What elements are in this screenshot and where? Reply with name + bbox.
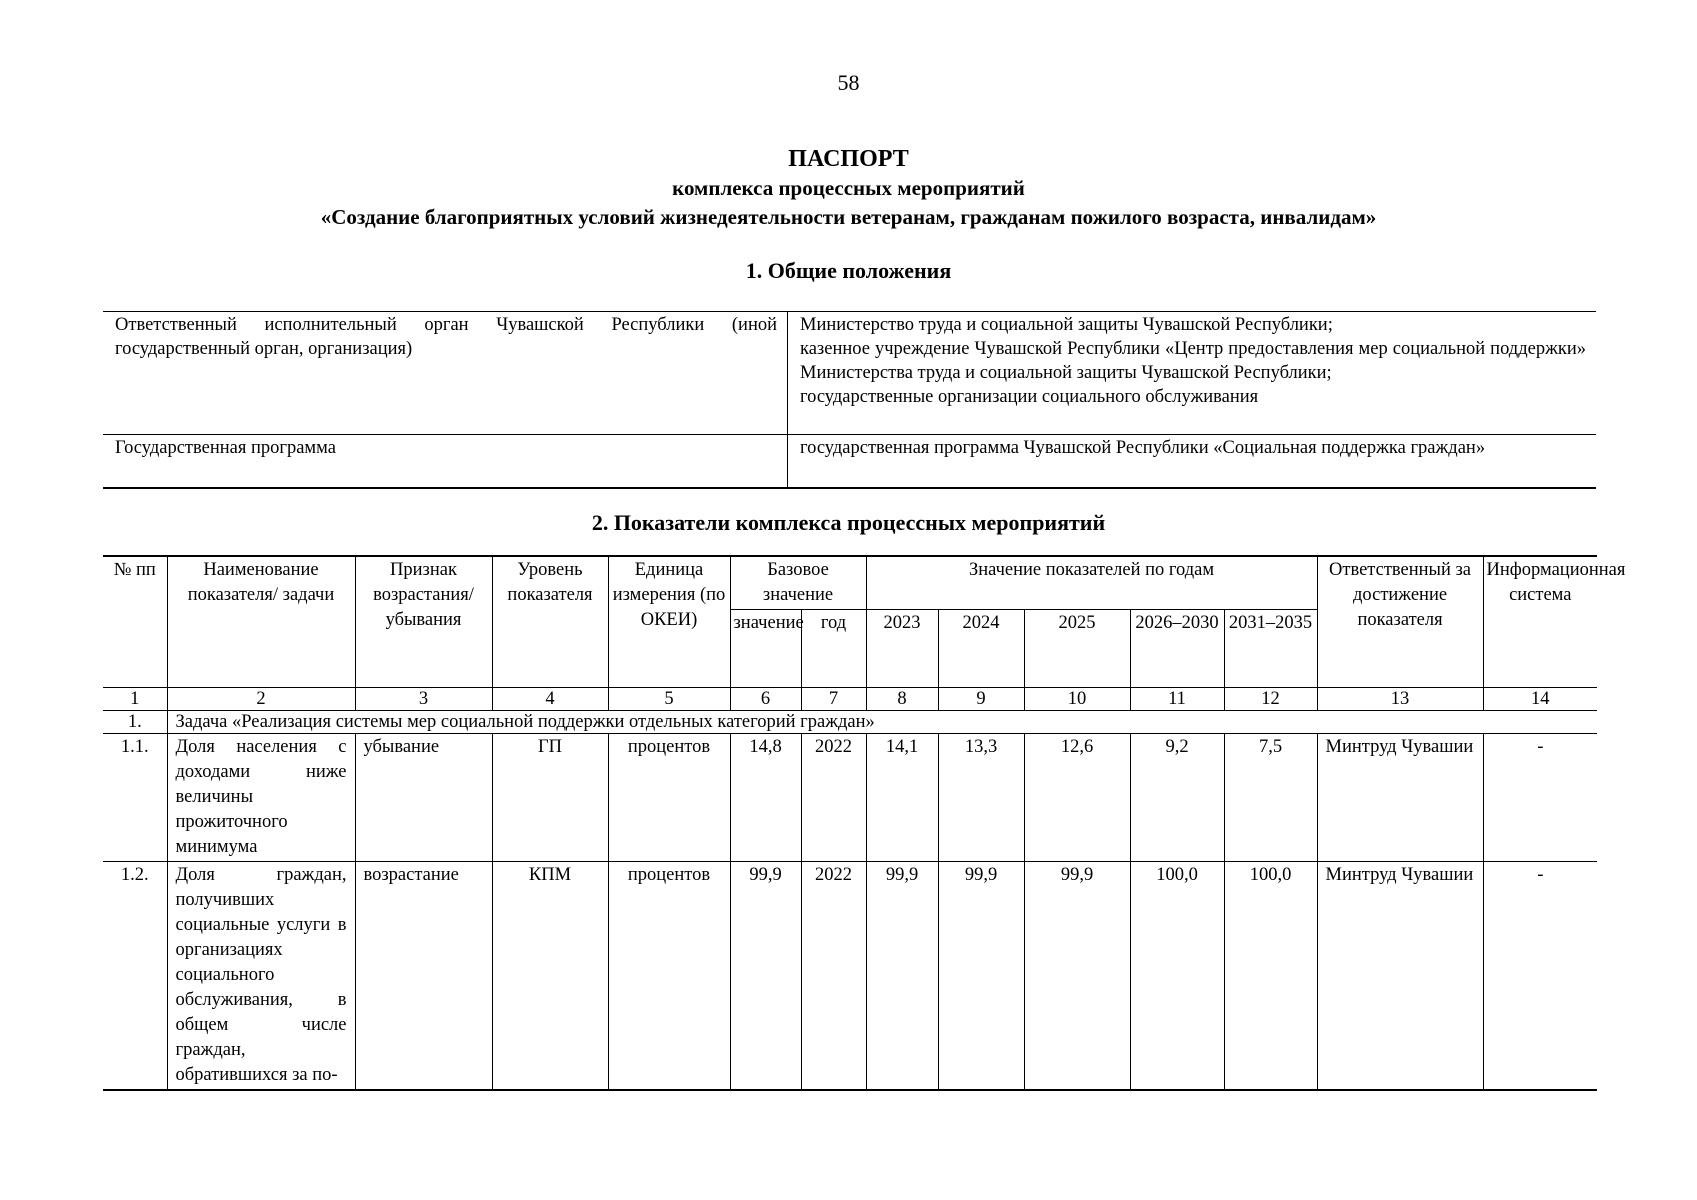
document-title xyxy=(0,144,1697,232)
info-system: - xyxy=(1483,734,1597,862)
title-line-1: ПАСПОРТ xyxy=(788,146,909,172)
responsible: Минтруд Чувашии xyxy=(1317,862,1483,1091)
value-2023: 99,9 xyxy=(866,862,938,1091)
column-number-row xyxy=(103,688,1597,711)
column-number: 7 xyxy=(801,688,866,711)
responsible: Минтруд Чувашии xyxy=(1317,734,1483,862)
header-2024: 2024 xyxy=(938,610,1024,688)
indicator-sign: убывание xyxy=(355,734,492,862)
indicators-table xyxy=(103,555,1626,1091)
indicator-level: КПМ xyxy=(492,862,608,1091)
info-system: - xyxy=(1483,862,1597,1091)
indicator-level: ГП xyxy=(492,734,608,862)
base-year: 2022 xyxy=(801,734,866,862)
row-number: 1.2. xyxy=(103,862,167,1091)
column-number: 4 xyxy=(492,688,608,711)
column-number: 2 xyxy=(167,688,355,711)
indicator-name: Доля населения с доходами ниже величины прожиточного минимума xyxy=(167,734,355,862)
header-info: Информационная система xyxy=(1483,556,1597,688)
general-label: Государственная программа xyxy=(103,435,788,489)
column-number: 8 xyxy=(866,688,938,711)
column-number: 12 xyxy=(1224,688,1317,711)
column-number: 1 xyxy=(103,688,167,711)
header-level: Уровень показателя xyxy=(492,556,608,688)
header-2031-2035: 2031–2035 xyxy=(1224,610,1317,688)
column-number: 9 xyxy=(938,688,1024,711)
column-number: 11 xyxy=(1130,688,1224,711)
value-2031-2035: 7,5 xyxy=(1224,734,1317,862)
section-2-heading: 2. Показатели комплекса процессных мероприятий xyxy=(591,510,1106,535)
header-2025: 2025 xyxy=(1024,610,1130,688)
value-line: государственные организации социального обслуживания xyxy=(800,387,1259,407)
column-number: 5 xyxy=(608,688,730,711)
header-2026-2030: 2026–2030 xyxy=(1130,610,1224,688)
header-row xyxy=(103,556,1597,610)
value-2024: 99,9 xyxy=(938,862,1024,1091)
value-line: казенное учреждение Чувашской Республики «Центр предоставления мер социальной поддержки» Министерства труда и социальной защиты Чувашской Республики; xyxy=(800,339,1586,383)
page-number: 58 xyxy=(837,70,860,95)
task-number: 1. xyxy=(103,711,167,734)
column-number: 3 xyxy=(355,688,492,711)
general-row xyxy=(103,312,1596,435)
base-value: 14,8 xyxy=(730,734,801,862)
value-2026-2030: 9,2 xyxy=(1130,734,1224,862)
task-row xyxy=(103,711,1597,734)
value-2025: 99,9 xyxy=(1024,862,1130,1091)
header-base-year: год xyxy=(801,610,866,688)
column-number: 13 xyxy=(1317,688,1483,711)
general-value xyxy=(788,312,1597,435)
table-row xyxy=(103,862,1597,1091)
title-line-2: комплекса процессных мероприятий xyxy=(672,176,1025,200)
column-number: 14 xyxy=(1483,688,1597,711)
value-line: Министерство труда и социальной защиты Чувашской Республики; xyxy=(800,315,1333,335)
column-number: 6 xyxy=(730,688,801,711)
general-provisions-table xyxy=(103,311,1596,489)
general-label: Ответственный исполнительный орган Чувашской Республики (иной государственный орган, организация) xyxy=(103,312,788,435)
header-sign: Признак возрастания/ убывания xyxy=(355,556,492,688)
base-value: 99,9 xyxy=(730,862,801,1091)
value-2025: 12,6 xyxy=(1024,734,1130,862)
header-name: Наименование показателя/ задачи xyxy=(167,556,355,688)
title-line-3: «Создание благоприятных условий жизнедеятельности ветеранам, гражданам пожилого возраста, инвалидам» xyxy=(320,205,1377,229)
row-number: 1.1. xyxy=(103,734,167,862)
column-number: 10 xyxy=(1024,688,1130,711)
value-line: государственная программа Чувашской Республики «Социальная поддержка граждан» xyxy=(800,438,1486,458)
header-responsible: Ответственный за достижение показателя xyxy=(1317,556,1483,688)
header-unit: Единица измерения (по ОКЕИ) xyxy=(608,556,730,688)
general-value xyxy=(788,435,1597,489)
table-row xyxy=(103,734,1597,862)
value-2031-2035: 100,0 xyxy=(1224,862,1317,1091)
header-base: Базовое значение xyxy=(730,556,866,610)
header-values: Значение показателей по годам xyxy=(866,556,1317,610)
value-2023: 14,1 xyxy=(866,734,938,862)
header-2023: 2023 xyxy=(866,610,938,688)
value-2026-2030: 100,0 xyxy=(1130,862,1224,1091)
general-row xyxy=(103,435,1596,489)
indicator-sign: возрастание xyxy=(355,862,492,1091)
section-1-heading: 1. Общие положения xyxy=(745,258,952,283)
indicator-unit: процентов xyxy=(608,734,730,862)
indicator-unit: процентов xyxy=(608,862,730,1091)
indicator-name: Доля граждан, получивших социальные услуги в организациях социального обслуживания, в общем числе граждан, обратившихся за по- xyxy=(167,862,355,1091)
header-num: № пп xyxy=(103,556,167,688)
value-2024: 13,3 xyxy=(938,734,1024,862)
task-text: Задача «Реализация системы мер социальной поддержки отдельных категорий граждан» xyxy=(167,711,1597,734)
base-year: 2022 xyxy=(801,862,866,1091)
header-base-value: значение xyxy=(730,610,801,688)
